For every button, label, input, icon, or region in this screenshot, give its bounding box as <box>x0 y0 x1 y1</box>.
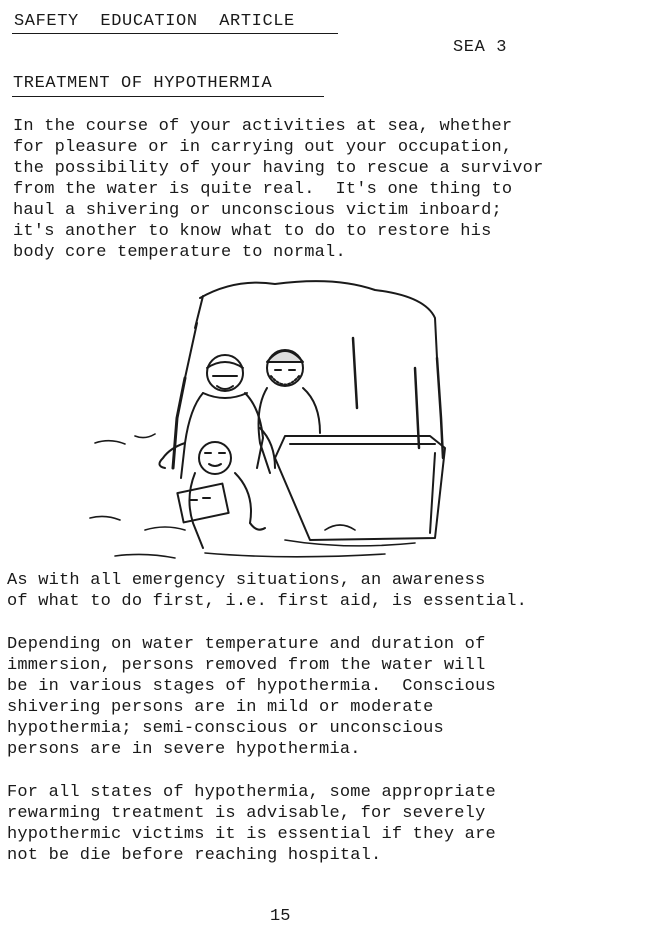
victim <box>177 442 265 548</box>
text-line: For all states of hypothermia, some appropriate <box>7 783 496 802</box>
text-line: body core temperature to normal. <box>13 243 346 262</box>
article-code: SEA 3 <box>453 38 508 57</box>
rescuer-right <box>259 350 320 473</box>
text-line: rewarming treatment is advisable, for severely <box>7 804 486 823</box>
text-line: haul a shivering or unconscious victim inboard; <box>13 201 502 220</box>
text-line: hypothermic victims it is essential if they are <box>7 825 496 844</box>
text-line: of what to do first, i.e. first aid, is essential. <box>7 592 528 611</box>
text-line: it's another to know what to do to restore his <box>13 222 492 241</box>
text-line: be in various stages of hypothermia. Conscious <box>7 677 496 696</box>
boat-stern <box>430 453 435 533</box>
text-line: shivering persons are in mild or moderate <box>7 698 434 717</box>
heading-underline <box>12 96 324 97</box>
text-line: persons are in severe hypothermia. <box>7 740 361 759</box>
text-line: Depending on water temperature and duration of <box>7 635 486 654</box>
text-line: As with all emergency situations, an awareness <box>7 571 486 590</box>
canopy-arch <box>185 281 437 378</box>
canopy-right-post <box>353 338 443 458</box>
rescue-illustration <box>85 268 455 563</box>
text-line: from the water is quite real. It's one thing to <box>13 180 513 199</box>
page-number: 15 <box>270 907 291 926</box>
text-line: for pleasure or in carrying out your occupation, <box>13 138 513 157</box>
article-heading: TREATMENT OF HYPOTHERMIA <box>13 74 273 93</box>
text-line: hypothermia; semi-conscious or unconscious <box>7 719 444 738</box>
text-line: the possibility of your having to rescue a survivor <box>13 159 544 178</box>
text-line: not be die before reaching hospital. <box>7 846 382 865</box>
text-line: immersion, persons removed from the water will <box>7 656 486 675</box>
article-series-title: SAFETY EDUCATION ARTICLE <box>14 12 295 31</box>
title-underline <box>12 33 338 34</box>
boat-hull <box>275 436 445 540</box>
text-line: In the course of your activities at sea, whether <box>13 117 513 136</box>
